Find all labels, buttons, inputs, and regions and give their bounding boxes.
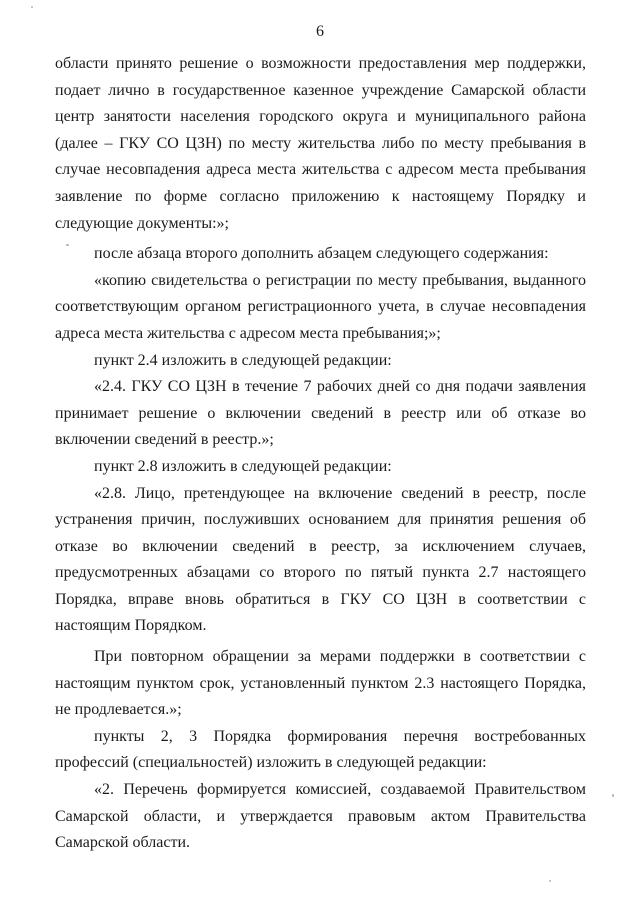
paragraph-quoted-text: «2.8. Лицо, претендующее на включение сведений в реестр, после устранения причин, послуживших основанием для принятия решения об отказе во включении сведений в реестр, за исключением случаев, предусмотренных абзацами со второго по пятый пункта 2.7 настоящего Порядка, вправе вновь обратиться в ГКУ СО ЦЗН в соответствии с настоящим Порядком. [55,484,586,635]
page-number: 6 [316,23,324,40]
paragraph-amendment-instruction: пункт 2.8 изложить в следующей редакции: [94,457,392,475]
paragraph-amendment-instruction: пункт 2.4 изложить в следующей редакции: [94,351,392,369]
document-body [55,51,586,857]
scan-speck [549,880,551,882]
paragraph-amendment-instruction: после абзаца второго дополнить абзацем следующего содержания: [94,245,549,263]
scan-speck [612,794,614,797]
paragraph-quoted-text: «копию свидетельства о регистрации по месту пребывания, выданного соответствующим органом регистрационного учета, в случае несовпадения адреса места жительства с адресом места пребывания;»; [55,271,586,342]
paragraph-quoted-text: При повторном обращении за мерами поддержки в соответствии с настоящим пунктом срок, установленный пунктом 2.3 настоящего Порядка, не продлевается.»; [55,648,586,719]
paragraph-quoted-text: «2.4. ГКУ СО ЦЗН в течение 7 рабочих дней со дня подачи заявления принимает решение о включении сведений в реестр или об отказе во включении сведений в реестр.»; [55,378,586,449]
paragraph-amendment-instruction: пункты 2, 3 Порядка формирования перечня востребованных профессий (специальностей) изложить в следующей редакции: [55,727,586,772]
paragraph-continuation: области принято решение о возможности предоставления мер поддержки, подает лично в государственное казенное учреждение Самарской области центр занятости населения городского округа и муниципального района (далее – ГКУ СО ЦЗН) по месту жительства либо по месту пребывания в случае несовпадения адреса места жительства с адресом места пребывания заявление по форме согласно приложению к настоящему Порядку и следующие документы:»; [55,55,586,232]
paragraph-quoted-text: «2. Перечень формируется комиссией, создаваемой Правительством Самарской области, и утверждается правовым актом Правительства Самарской области. [55,781,586,852]
scan-speck [66,244,69,246]
scan-speck [31,6,33,8]
